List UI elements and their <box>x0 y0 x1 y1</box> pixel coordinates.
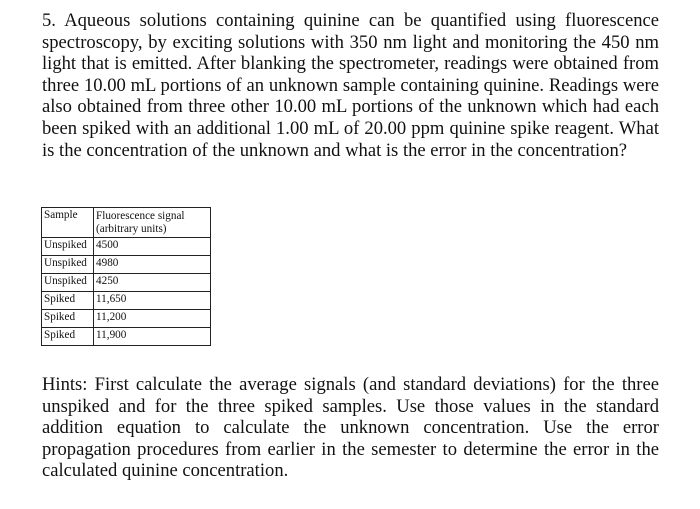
table-row <box>42 292 211 310</box>
cell-signal: 11,650 <box>94 292 211 310</box>
header-fluorescence-signal: Fluorescence signal (arbitrary units) <box>94 208 211 238</box>
fluorescence-data-table <box>41 207 211 346</box>
header-sample: Sample <box>42 208 94 238</box>
cell-signal: 4250 <box>94 274 211 292</box>
cell-signal: 11,900 <box>94 328 211 346</box>
question-text: 5. Aqueous solutions containing quinine can be quantified using fluorescence spectroscopy, by exciting solutions with 350 nm light and monitoring the 450 nm light that is emitted. After blanking the spectrometer, readings were obtained from three 10.00 mL portions of an unknown sample containing quinine. Readings were also obtained from three other 10.00 mL portions of the unknown which had each been spiked with an additional 1.00 mL of 20.00 ppm quinine spike reagent. What is the concentration of the unknown and what is the error in the concentration? <box>42 10 659 161</box>
cell-signal: 4500 <box>94 238 211 256</box>
cell-sample: Spiked <box>42 292 94 310</box>
cell-sample: Spiked <box>42 310 94 328</box>
table-row <box>42 310 211 328</box>
table-header-row <box>42 208 211 238</box>
cell-sample: Unspiked <box>42 274 94 292</box>
cell-sample: Unspiked <box>42 238 94 256</box>
cell-signal: 4980 <box>94 256 211 274</box>
cell-sample: Spiked <box>42 328 94 346</box>
table-row <box>42 256 211 274</box>
cell-sample: Unspiked <box>42 256 94 274</box>
table-row <box>42 328 211 346</box>
table-row <box>42 274 211 292</box>
table-row <box>42 238 211 256</box>
cell-signal: 11,200 <box>94 310 211 328</box>
hints-text: Hints: First calculate the average signals (and standard deviations) for the three unspiked and for the three spiked samples. Use those values in the standard addition equation to calculate the unknown concentration. Use the error propagation procedures from earlier in the semester to determine the error in the calculated quinine concentration. <box>42 374 659 482</box>
